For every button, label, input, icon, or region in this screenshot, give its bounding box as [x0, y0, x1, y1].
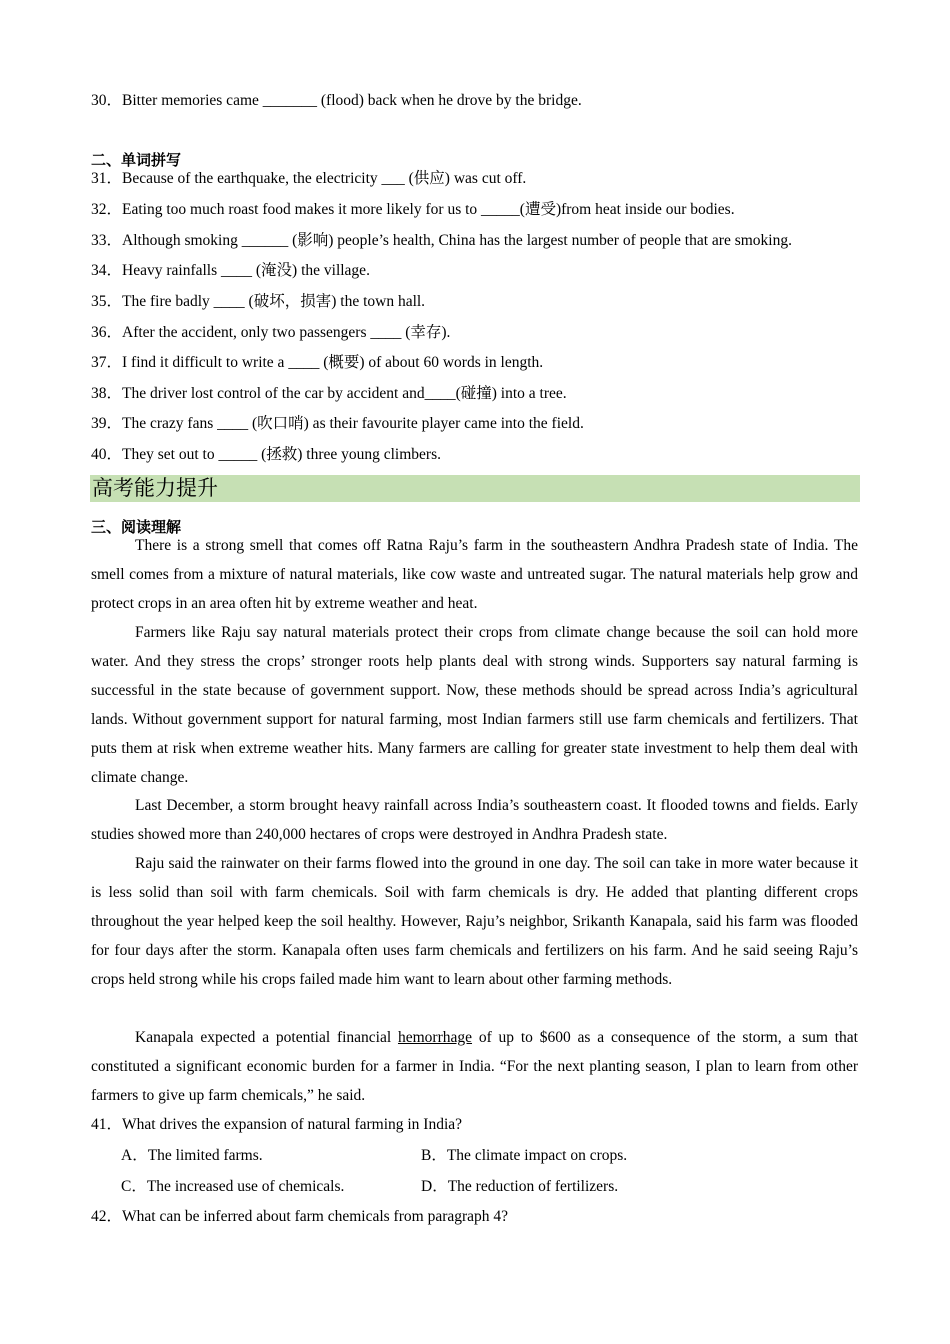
underlined-word: hemorrhage — [397, 1029, 473, 1046]
reading-paragraph-4: Raju said the rainwater on their farms flowed into the ground in one day. The soil can take in more water because it is less solid than soil with farm chemicals. Soil with farm chemicals is dry. He added that planting different crops throughout the year helped keep the soil healthy. However, Raju’s neighbor, Srikanth Kanapala, said his farm was flooded for four days after the storm. Kanapala often uses farm chemicals and fertilizers on his farm. And he said seeing Raju’s crops held strong while his crops failed made him want to learn about other farming methods. — [91, 855, 858, 988]
option-41-d[interactable]: D．The reduction of fertilizers. — [421, 1178, 619, 1195]
section-banner — [90, 475, 860, 502]
question-35: 35．The fire badly ____ (破坏，损害) the town hall. — [91, 293, 426, 310]
section-2-heading: 二、单词拼写 — [91, 151, 182, 169]
reading-paragraph-5: Kanapala expected a potential financial hemorrhage of up to $600 as a consequence of the storm, a sum that constituted a significant economic burden for a farmer in India. “For the next planting season, I plan to learn from other farmers to give up farm chemicals,” he said. — [91, 1029, 858, 1104]
question-33: 33．Although smoking ______ (影响) people’s health, China has the largest number of people that are smoking. — [91, 232, 792, 249]
question-36: 36．After the accident, only two passengers ____ (幸存). — [91, 324, 451, 341]
question-38: 38．The driver lost control of the car by accident and____(碰撞) into a tree. — [91, 385, 567, 402]
reading-paragraph-3: Last December, a storm brought heavy rainfall across India’s southeastern coast. It flooded towns and fields. Early studies showed more than 240,000 hectares of crops were destroyed in Andhra Pradesh state. — [91, 797, 858, 843]
question-34: 34．Heavy rainfalls ____ (淹没) the village. — [91, 262, 370, 279]
question-31: 31．Because of the earthquake, the electricity ___ (供应) was cut off. — [91, 170, 527, 187]
option-41-a[interactable]: A．The limited farms. — [121, 1147, 263, 1164]
question-37: 37．I find it difficult to write a ____ (概要) of about 60 words in length. — [91, 354, 544, 371]
reading-paragraph-2: Farmers like Raju say natural materials protect their crops from climate change because the soil can hold more water. And they stress the crops’ stronger roots help plants deal with strong winds. Supporters say natural farming is successful in the state because of government support. Now, these methods should be spread across India’s agricultural lands. Without government support for natural farming, most Indian farmers still use farm chemicals and fertilizers. That puts them at risk when extreme weather hits. Many farmers are calling for greater state investment to help them deal with climate change. — [91, 624, 858, 786]
option-41-b[interactable]: B．The climate impact on crops. — [421, 1147, 628, 1164]
question-30: 30．Bitter memories came _______ (flood) back when he drove by the bridge. — [91, 92, 582, 109]
question-40: 40．They set out to _____ (拯救) three young climbers. — [91, 446, 441, 463]
question-39: 39．The crazy fans ____ (吹口哨) as their favourite player came into the field. — [91, 415, 584, 432]
section-3-heading: 三、阅读理解 — [91, 518, 182, 536]
question-32: 32．Eating too much roast food makes it more likely for us to _____(遭受)from heat inside our bodies. — [91, 201, 735, 218]
question-42: 42．What can be inferred about farm chemicals from paragraph 4? — [91, 1208, 509, 1225]
reading-paragraph-1: There is a strong smell that comes off Ratna Raju’s farm in the southeastern Andhra Pradesh state of India. The smell comes from a mixture of natural materials, like cow waste and untreated sugar. The natural materials help grow and protect crops in an area often hit by extreme weather and heat. — [91, 537, 858, 612]
banner-title: 高考能力提升 — [92, 476, 218, 500]
question-41: 41．What drives the expansion of natural farming in India? — [91, 1116, 463, 1133]
option-41-c[interactable]: C．The increased use of chemicals. — [121, 1178, 345, 1195]
